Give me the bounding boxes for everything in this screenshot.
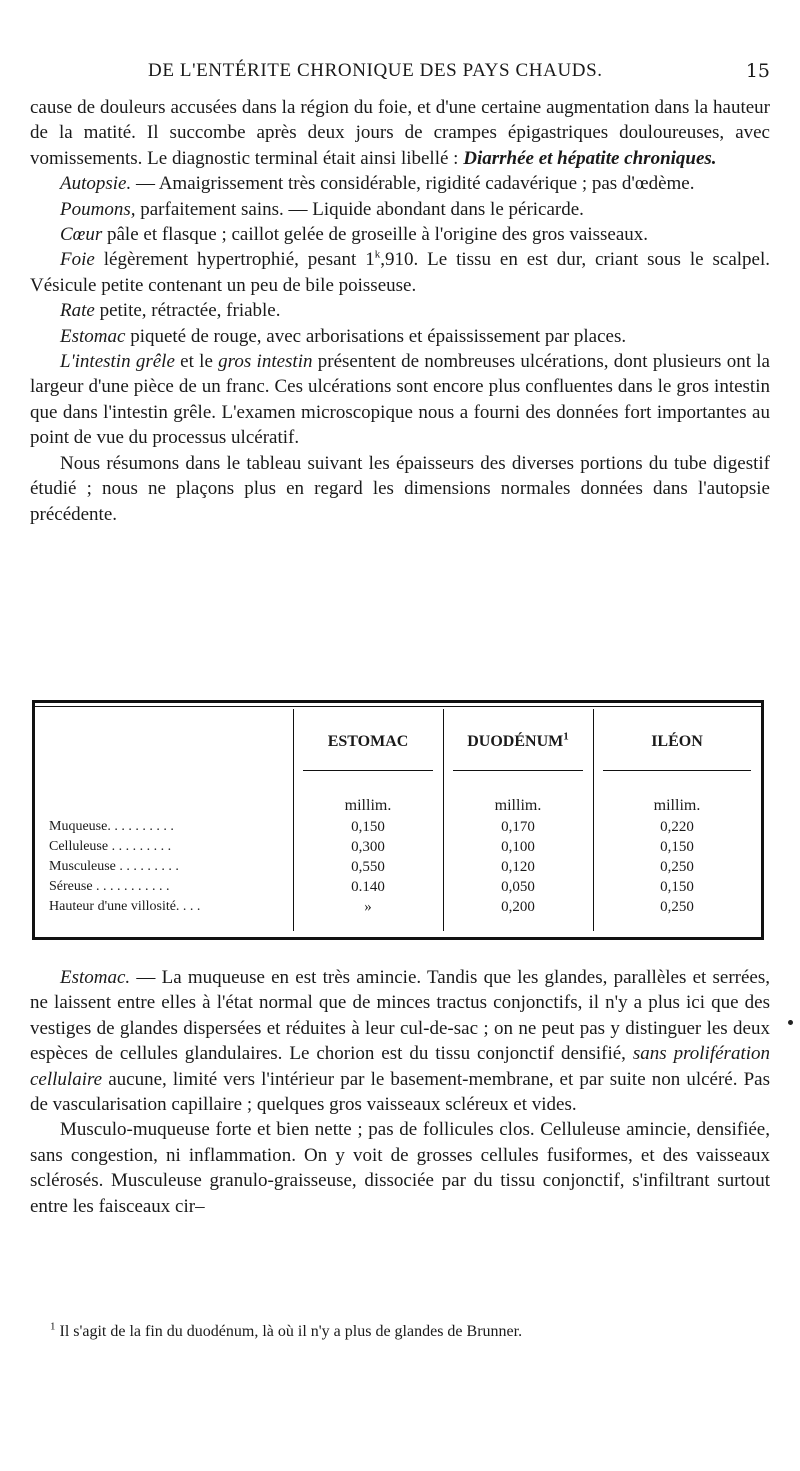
row-label-villosite: Hauteur d'une villosité. . . . [49,899,201,914]
paragraph-foie [30,247,770,298]
musculo-muqueuse-text: Musculo-muqueuse forte et bien nette ; pas de follicules clos. Celluleuse amincie, densifiée, sans congestion, ni inflammation. On y voit de grosses cellules fusiformes, et des vaisseaux sclérosés. Musculeuse granulo-graisseuse, dissociée par du tissu conjonctif, s'infiltrant surtout entre les faisceaux cir– [30,1119,770,1217]
table-cell: » [364,899,372,915]
lower-text [30,965,770,1219]
footnote-mark: 1 [50,1320,56,1333]
table-cell: 0,300 [351,839,385,855]
intestin-mid-text: et le [174,351,219,373]
foie-unit-sup: k [374,249,381,262]
page-header [30,60,770,90]
footnote-ref: 1 [563,730,569,743]
foie-text-b: ,910. Le tissu en est dur, criant sous le scalpel. Vésicule petite contenant un peu de bile poisseuse. [30,249,771,296]
unit-label: millim. [344,797,392,814]
gros-intestin-label: gros intestin [218,351,313,373]
table-cell: 0,220 [660,819,694,835]
table-cell: 0,120 [501,859,535,875]
terminal-diagnosis: Diarrhée et hépatite chroniques. [463,147,717,169]
estomac-histology-italic: sans prolifération cellulaire [30,1043,770,1090]
intestin-text: présentent de nombreuses ulcérations, dont plusieurs ont la largeur d'une pièce de un franc. Ces ulcérations sont encore plus confluentes dans le gros intestin que dans l'intestin grêle. L'examen microscopique nous a fourni des données fort importantes au point de vue du processus ulcératif. [30,351,770,449]
footnote-text: Il s'agit de la fin du duodénum, là où il n'y a plus de glandes de Brunner. [59,1323,523,1340]
rate-text: petite, rétractée, friable. [94,300,281,322]
column-header-ileon: ILÉON [651,733,703,750]
coeur-label: Cœur [60,224,103,246]
column-header-duodenum [443,730,593,751]
header-rule [603,770,751,771]
table-cell: 0,170 [501,819,535,835]
header-rule [303,770,433,771]
table-inner-rule [35,706,761,707]
table-cell: 0,250 [660,899,694,915]
rate-label: Rate [60,300,95,322]
foie-text: légèrement hypertrophié, pesant 1 [94,249,375,271]
thickness-table [32,700,764,940]
row-label-celluleuse: Celluleuse . . . . . . . . . [49,839,172,854]
paragraph-estomac-histology [30,965,770,1117]
paragraph-autopsie [30,171,770,196]
estomac-histology-label: Estomac. [60,967,131,988]
row-label-muqueuse: Muqueuse. . . . . . . . . . [49,819,174,834]
paragraph-estomac [30,324,770,349]
header-rule [453,770,583,771]
table-cell: 0,100 [501,839,535,855]
table-cell: 0,200 [501,899,535,915]
unit-label: millim. [494,797,542,814]
row-label-musculeuse: Musculeuse . . . . . . . . . [49,859,179,874]
paragraph-intro [30,95,770,171]
row-label-sereuse: Séreuse . . . . . . . . . . . [49,879,170,894]
estomac-label: Estomac [60,325,126,347]
footnote [50,1320,770,1341]
unit-label: millim. [653,797,701,814]
poumons-text: parfaitement sains. — Liquide abondant dans le péricarde. [135,198,584,220]
table-cell: 0,250 [660,859,694,875]
body-text [30,95,770,527]
table-cell: 0,150 [351,819,385,835]
running-title: DE L'ENTÉRITE CHRONIQUE DES PAYS CHAUDS. [148,60,603,81]
estomac-histology-text-b: aucune, limité vers l'intérieur par le basement-membrane, et par suite non ulcéré. Pas de vascularisation capillaire ; quelques gros vaisseaux scléreux et vides. [30,1068,770,1116]
table-cell: 0,150 [660,879,694,895]
autopsie-label: Autopsie. [60,173,132,195]
poumons-label: Poumons, [60,198,136,220]
table-cell: 0,050 [501,879,535,895]
table-cell: 0.140 [351,879,385,895]
paragraph-poumons [30,197,770,222]
intestin-grele-label: L'intestin grêle [60,351,175,373]
autopsie-text: — Amaigrissement très considérable, rigidité cadavérique ; pas d'œdème. [131,173,695,195]
duodenum-label: DUODÉNUM [467,733,564,750]
table-cell: 0,550 [351,859,385,875]
paragraph-musculo-muqueuse [30,1117,770,1219]
resume-text: Nous résumons dans le tableau suivant les épaisseurs des diverses portions du tube digestif étudié ; nous ne plaçons plus en regard les dimensions normales données dans l'autopsie précédente. [30,452,770,525]
table-cell: 0,150 [660,839,694,855]
paragraph-coeur [30,222,770,247]
intro-text: cause de douleurs accusées dans la région du foie, et d'une certaine augmentation dans la hauteur de la matité. Il succombe après deux jours de crampes épigastriques douloureuses, avec vomissements. Le diagnostic terminal était ainsi libellé : [30,97,770,169]
column-header-estomac: ESTOMAC [327,733,409,750]
page-number: 15 [745,60,770,82]
paragraph-intestin [30,349,770,451]
margin-mark [788,1020,793,1025]
foie-label: Foie [60,249,95,271]
estomac-text: piqueté de rouge, avec arborisations et épaississement par places. [125,325,627,347]
paragraph-resume [30,451,770,527]
estomac-histology-text: — La muqueuse en est très amincie. Tandis que les glandes, parallèles et serrées, ne laissent entre elles à l'état normal que de minces tractus conjonctifs, il n'y a plus ici que des vestiges de glandes dispersées et réduites à leur cul-de-sac ; on ne peut pas y distinguer les deux espèces de cellules glandulaires. Le chorion est du tissu conjonctif densifié, [30,967,770,1065]
paragraph-rate [30,298,770,323]
coeur-text: pâle et flasque ; caillot gelée de groseille à l'origine des gros vaisseaux. [102,224,649,246]
